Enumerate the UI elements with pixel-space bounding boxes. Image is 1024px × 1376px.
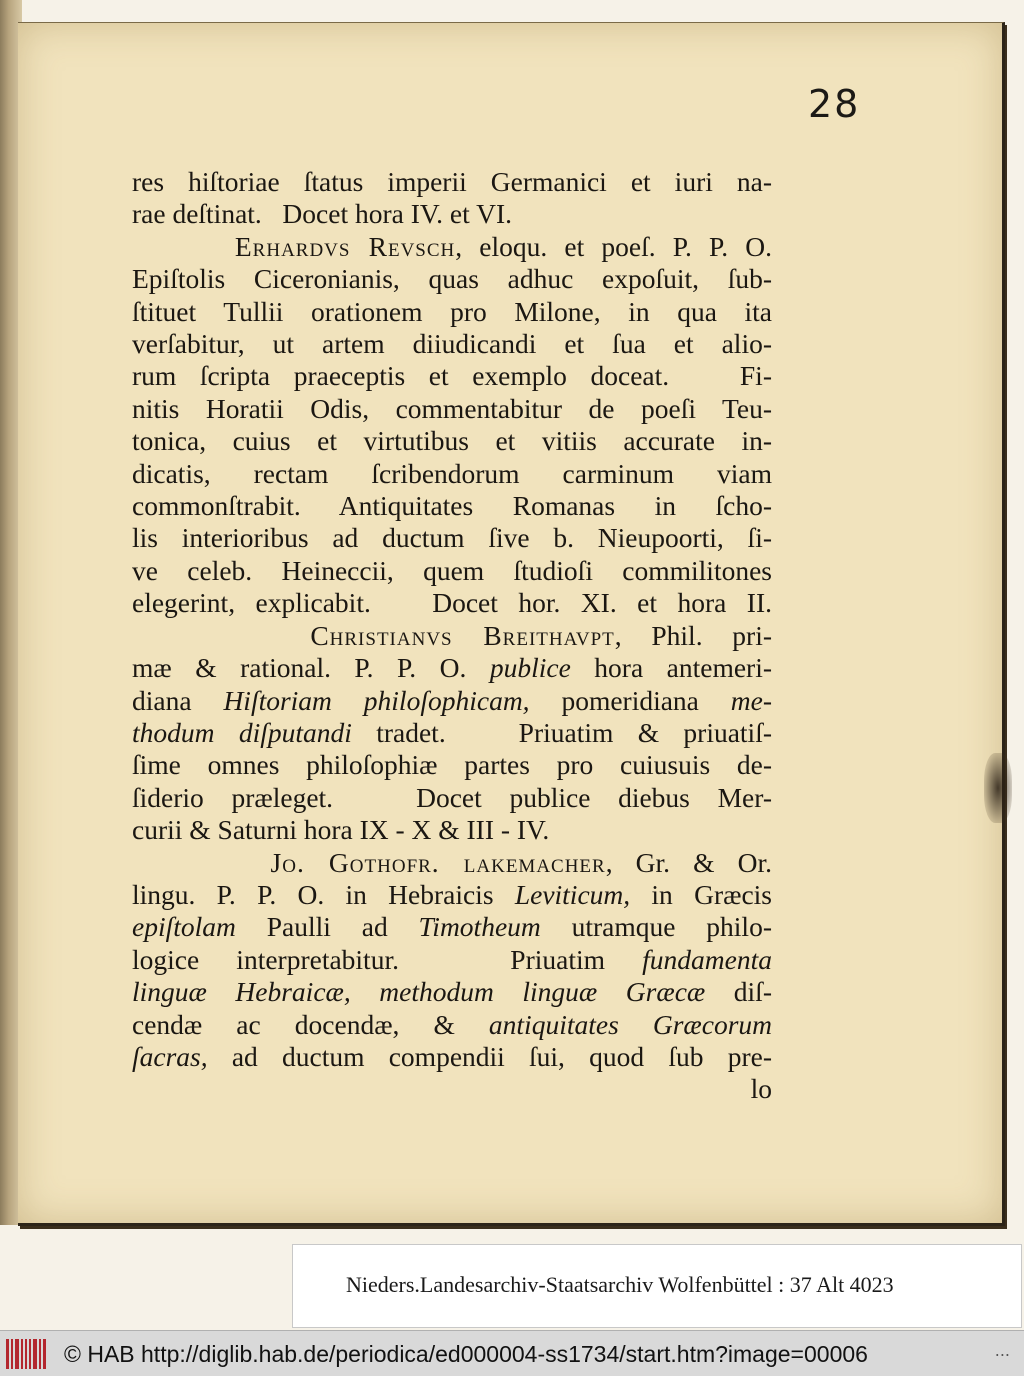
text-line: rae deſtinat. Docet hora IV. et VI. (132, 198, 513, 230)
line-part: tradet. Priuatim & priuatiſ- (351, 716, 773, 748)
catchword: lo (750, 1073, 772, 1105)
text-line: verſabitur, ut artem diiudicandi et ſua et alio- (132, 328, 772, 360)
paper-stain (984, 753, 1012, 823)
italic-term: Timotheum (418, 911, 541, 943)
italic-term: Hiſtoriam philoſophicam, (223, 684, 530, 716)
text-line: tonica, cuius et virtutibus et vitiis accurate in- (132, 425, 772, 457)
archive-label-text: Nieders.Landesarchiv-Staatsarchiv Wolfenbüttel : 37 Alt 4023 (346, 1272, 894, 1297)
line-part (132, 620, 310, 651)
text-line (132, 879, 772, 911)
line-part: Paulli ad (235, 911, 419, 943)
line-part: logice interpretabitur. Priuatim (132, 943, 643, 975)
italic-term: thodum diſputandi (132, 716, 352, 748)
author-name: Jo. Gothofr. lakemacher (270, 846, 606, 878)
barcode-icon (6, 1339, 46, 1369)
line-part: pomeridiana (529, 684, 731, 716)
source-bar (0, 1330, 1024, 1376)
line-part (132, 847, 271, 878)
italic-term: epiſtolam (132, 911, 236, 943)
text-line (132, 685, 772, 717)
line-part: ad ductum compendii ſui, quod ſub pre- (207, 1040, 772, 1072)
line-part: hora antemeri- (570, 652, 773, 684)
more-icon[interactable]: ... (994, 1341, 1010, 1360)
text-line (132, 652, 772, 684)
italic-term: fundamenta (642, 943, 772, 975)
line-part (132, 231, 235, 262)
text-line: nitis Horatii Odis, commentabitur de poeſi Teu- (132, 392, 772, 424)
text-line (132, 911, 772, 943)
line-part: , eloqu. et poeſ. P. P. O. (455, 230, 773, 262)
line-part: diſ- (705, 976, 772, 1008)
text-line: lis interioribus ad ductum ſive b. Nieupoorti, ſi- (132, 522, 772, 554)
line-part: lingu. P. P. O. in Hebraicis (132, 878, 515, 910)
text-line: Epiſtolis Ciceronianis, quas adhuc expoſuit, ſub- (132, 263, 772, 295)
author-name: Christianvs Breithavpt (310, 619, 615, 651)
text-line: curii & Saturni hora IX - X & III - IV. (132, 814, 550, 846)
line-part: , Phil. pri- (614, 619, 772, 651)
text-line (132, 1041, 772, 1073)
text-line: rum ſcripta praeceptis et exemplo doceat. Fi- (132, 360, 772, 392)
text-line (132, 717, 772, 749)
text-line: res hiſtoriae ſtatus imperii Germanici et iuri na- (132, 166, 772, 197)
italic-term: publice (489, 652, 571, 684)
line-part: utramque philo- (540, 911, 772, 943)
line-part: mæ & rational. P. P. O. (132, 652, 490, 684)
text-line (132, 847, 772, 879)
source-url-text[interactable]: © HAB http://diglib.hab.de/periodica/ed000004-ss1734/start.htm?image=00006 (64, 1341, 868, 1367)
text-line (132, 1009, 772, 1041)
text-line: elegerint, explicabit. Docet hor. XI. et hora II. (132, 587, 772, 619)
line-part: cendæ ac docendæ, & (132, 1008, 489, 1040)
line-part: diana (132, 684, 224, 716)
italic-term: linguæ Hebraicæ, methodum linguæ Græcæ (132, 976, 706, 1008)
line-part: , Gr. & Or. (605, 846, 773, 878)
italic-term: ſacras, (132, 1040, 208, 1072)
italic-term: me- (730, 684, 772, 716)
line-part: in Græcis (630, 878, 772, 910)
page-number: 28 (808, 82, 861, 126)
text-line: ſime omnes philoſophiæ partes pro cuiusuis de- (132, 749, 772, 781)
italic-term: antiquitates Græcorum (488, 1008, 773, 1040)
text-line: ve celeb. Heineccii, quem ſtudioſi commilitones (132, 554, 772, 586)
text-line: dicatis, rectam ſcribendorum carminum viam (132, 457, 772, 489)
text-line (132, 620, 772, 652)
text-line: ſiderio præleget. Docet publice diebus Mer- (132, 781, 772, 813)
text-line (132, 231, 772, 263)
author-name: Erhardvs Revsch (234, 230, 456, 262)
text-line (132, 976, 772, 1008)
text-line (132, 944, 772, 976)
body-text (132, 166, 772, 1106)
italic-term: Leviticum, (514, 878, 631, 910)
text-line: commonſtrabit. Antiquitates Romanas in ſcho- (132, 490, 772, 522)
text-line: ſtituet Tullii orationem pro Milone, in qua ita (132, 295, 772, 327)
